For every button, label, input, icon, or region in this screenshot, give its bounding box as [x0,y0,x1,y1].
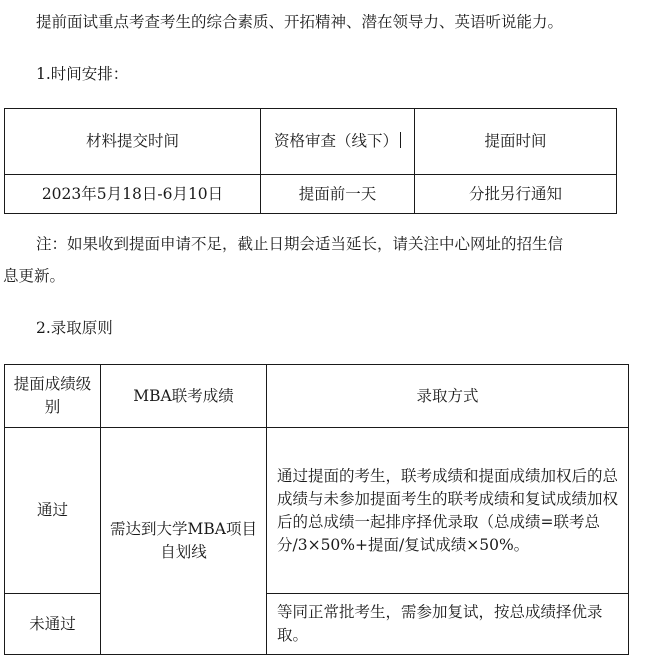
admission-table [4,364,629,655]
admission-header-method: 录取方式 [267,365,629,428]
schedule-header-submission: 材料提交时间 [5,109,261,175]
admission-cell-pass-method: 通过提面的考生，联考成绩和提面成绩加权后的总成绩与未参加提面考生的联考成绩和复试成绩加权后的总成绩一起排序择优录取（总成绩=联考总分/3×50%+提面/复试成绩×50%。 [267,428,629,594]
note-line-2: 息更新。 [3,267,66,285]
admission-cell-pass: 通过 [5,428,101,594]
admission-cell-score-requirement: 需达到大学MBA项目自划线 [101,428,267,655]
note-line-1: 注：如果收到提面申请不足，截止日期会适当延长，请关注中心网址的招生信 [36,235,564,253]
schedule-table [4,108,617,214]
section-1-title: 1.时间安排： [36,65,129,83]
text-cursor [400,132,401,148]
schedule-cell-review: 提面前一天 [261,175,415,214]
schedule-header-review: 资格审查（线下） [261,109,415,175]
schedule-cell-submission: 2023年5月18日-6月10日 [5,175,261,214]
admission-header-level: 提面成绩级别 [5,365,101,428]
admission-cell-fail-method: 等同正常批考生，需参加复试，按总成绩择优录取。 [267,594,629,655]
admission-cell-fail: 未通过 [5,594,101,655]
schedule-cell-interview: 分批另行通知 [415,175,617,214]
schedule-header-interview: 提面时间 [415,109,617,175]
admission-header-score: MBA联考成绩 [101,365,267,428]
intro-paragraph: 提前面试重点考查考生的综合素质、开拓精神、潜在领导力、英语听说能力。 [36,13,564,31]
section-2-title: 2.录取原则 [36,319,113,337]
